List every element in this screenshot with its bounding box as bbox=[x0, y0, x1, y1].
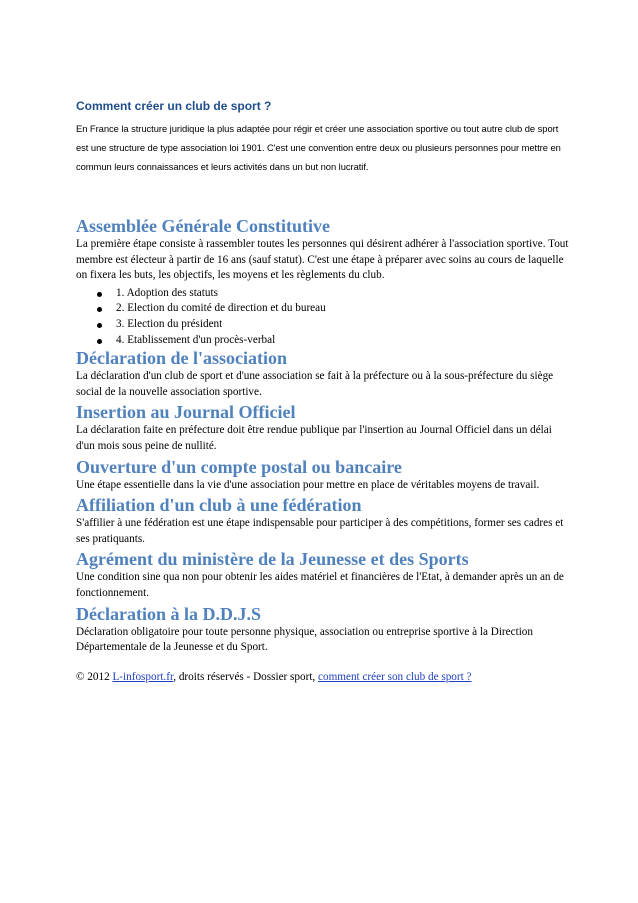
site-link[interactable]: L-infosport.fr bbox=[112, 670, 174, 683]
list-item-text: 4. Etablissement d'un procès-verbal bbox=[116, 333, 276, 346]
bullet-icon bbox=[97, 307, 102, 312]
footer-text: , droits réservés - Dossier sport, bbox=[173, 670, 319, 683]
section-title-agrement: Agrément du ministère de la Jeunesse et des Sports bbox=[76, 549, 469, 570]
section-title-compte: Ouverture d'un compte postal ou bancaire bbox=[76, 456, 402, 477]
section-text-agrement: Une condition sine qua non pour obtenir les aides matériel et financières de l'Etat, à demander après un an de fonctionnement. bbox=[76, 571, 564, 599]
document-page bbox=[76, 99, 570, 696]
steps-list bbox=[76, 286, 570, 348]
list-item bbox=[76, 301, 570, 317]
list-item bbox=[76, 317, 570, 333]
section-title-affiliation: Affiliation d'un club à une fédération bbox=[76, 495, 362, 516]
spacer bbox=[76, 176, 570, 216]
section-text-declaration: La déclaration d'un club de sport et d'une association se fait à la préfecture ou à la sous-préfecture du siège social de la nouvelle association sportive. bbox=[76, 370, 554, 398]
section-text-journal-officiel: La déclaration faite en préfecture doit être rendue publique par l'insertion au Journal Officiel dans un délai d'un mois sous peine de nullité. bbox=[76, 424, 552, 452]
list-item-text: 1. Adoption des statuts bbox=[116, 286, 218, 299]
footer bbox=[76, 670, 570, 685]
list-item-text: 3. Election du président bbox=[116, 317, 223, 330]
section-title-assemblee: Assemblée Générale Constitutive bbox=[76, 216, 330, 236]
article-link[interactable]: comment créer son club de sport ? bbox=[318, 670, 472, 683]
bullet-icon bbox=[97, 323, 102, 328]
section-title-ddjs: Déclaration à la D.D.J.S bbox=[76, 603, 261, 624]
list-item bbox=[76, 333, 570, 349]
footer-copyright: © 2012 bbox=[76, 670, 113, 683]
list-item bbox=[76, 286, 570, 302]
section-text-compte: Une étape essentielle dans la vie d'une association pour mettre en place de véritables moyens de travail. bbox=[76, 478, 540, 491]
bullet-icon bbox=[97, 292, 102, 297]
section-text-affiliation: S'affilier à une fédération est une étape indispensable pour participer à des compétitions, former ses cadres et ses pratiquants. bbox=[76, 517, 564, 545]
list-item-text: 2. Election du comité de direction et du bureau bbox=[116, 302, 326, 315]
section-text-ddjs: Déclaration obligatoire pour toute personne physique, association ou entreprise sportive à la Direction Départementale de la Jeunesse et du Sport. bbox=[76, 625, 533, 654]
section-title-declaration: Déclaration de l'association bbox=[76, 348, 287, 369]
section-title-journal-officiel: Insertion au Journal Officiel bbox=[76, 402, 296, 423]
bullet-icon bbox=[97, 339, 102, 344]
intro-text: En France la structure juridique la plus adaptée pour régir et créer une association sportive ou tout autre club de sport est une structure de type association loi 1901. C'est une convention entre deux ou plusieurs personnes pour mettre en commun leurs connaissances et leurs activités dans un but non lucratif. bbox=[76, 123, 561, 172]
intro-title: Comment créer un club de sport ? bbox=[76, 99, 272, 113]
section-text-assemblee: La première étape consiste à rassembler toutes les personnes qui désirent adhérer à l'association sportive. Tout membre est électeur à partir de 16 ans (sauf statut). C'est une étape à préparer avec soins au cours de laquelle on fixera les buts, les objectifs, les moyens et les règlements du club. bbox=[76, 238, 569, 282]
